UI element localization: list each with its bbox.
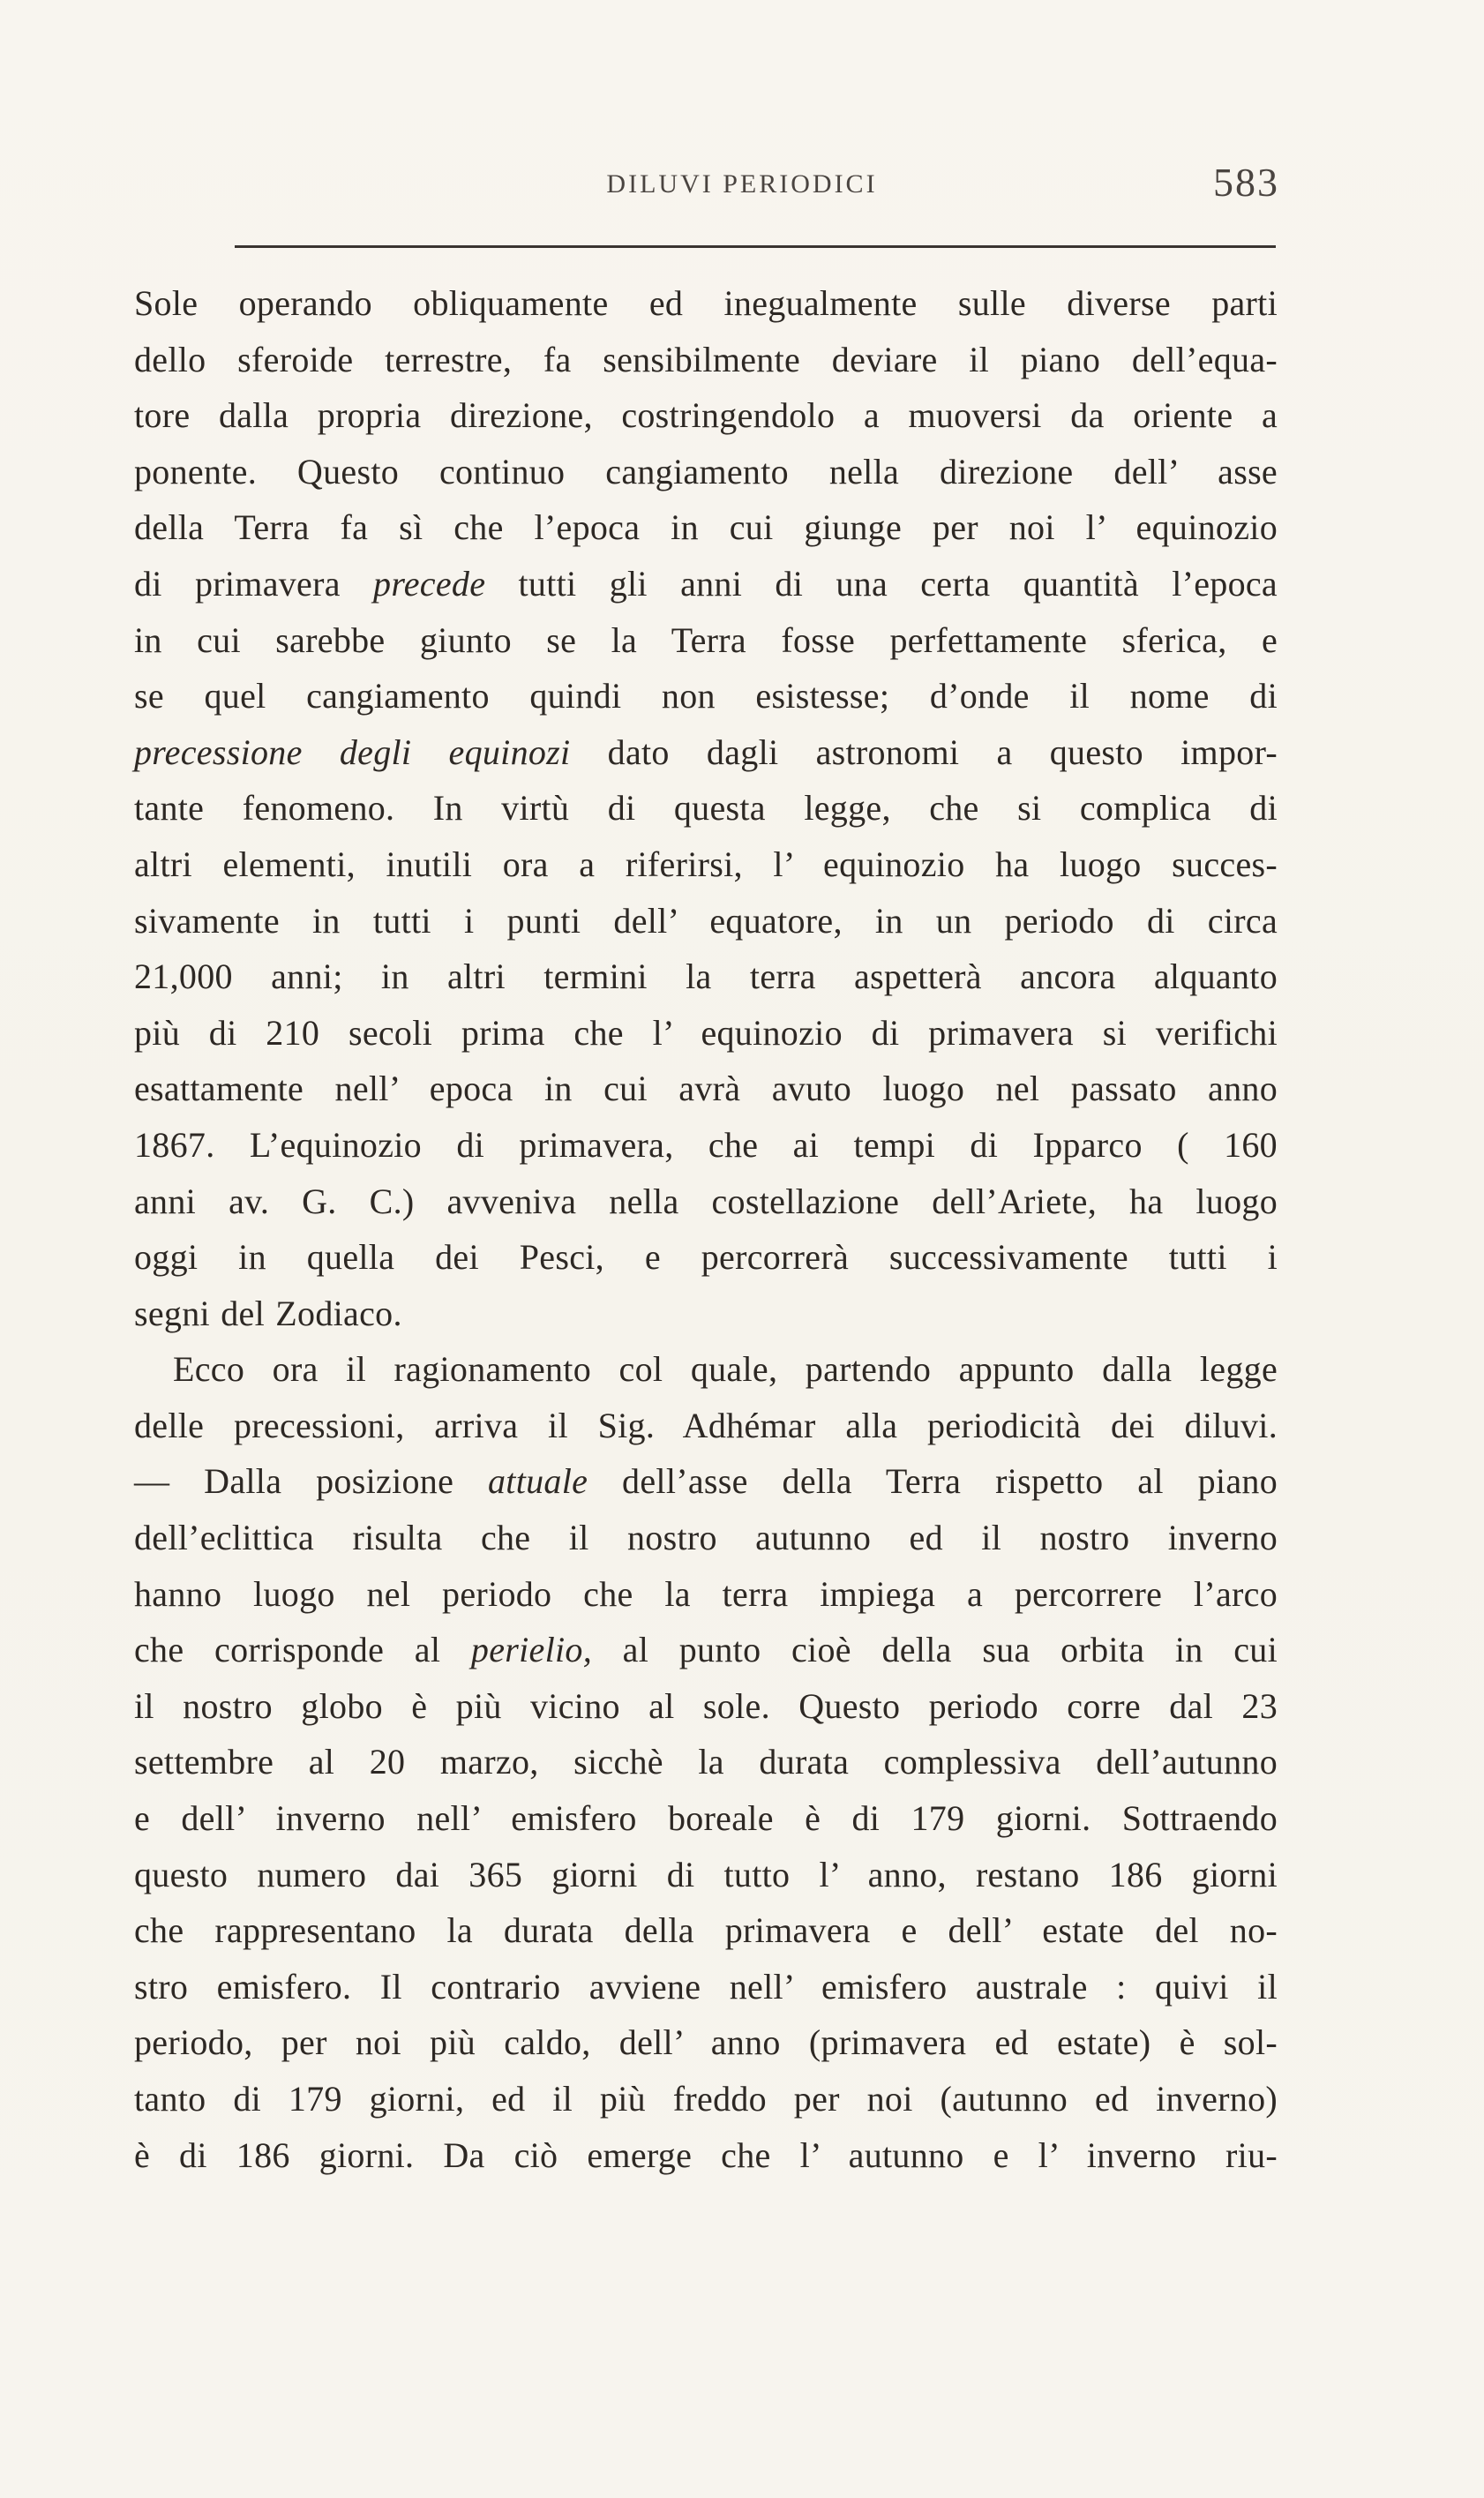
running-title: DILUVI PERIODICI [606,169,878,199]
text-line: di primavera precede tutti gli anni di una certa quantità l’epoca [134,563,1278,604]
italic-term: attuale [488,1461,588,1502]
text-line: se quel cangiamento quindi non esistesse; d’onde il nome di [134,676,1278,716]
text-line: ponente. Questo continuo cangiamento nella direzione dell’ asse [134,451,1278,491]
text-line: dello sferoide terrestre, fa sensibilmente deviare il piano dell’equa- [134,339,1278,379]
text-line: oggi in quella dei Pesci, e percorrerà successivamente tutti i [134,1237,1278,1278]
text-line: 21,000 anni; in altri termini la terra aspetterà ancora alquanto [134,956,1278,997]
text-line: più di 210 secoli prima che l’ equinozio di primavera si verifichi [134,1012,1278,1053]
text-line: anni av. G. C.) avveniva nella costellazione dell’Ariete, ha luogo [134,1181,1278,1221]
text-line: questo numero dai 365 giorni di tutto l’ anno, restano 186 giorni [134,1854,1278,1894]
text-line: Sole operando obliquamente ed inegualmente sulle diverse parti [134,283,1278,323]
text-line: precessione degli equinozi dato dagli astronomi a questo impor- [134,731,1278,772]
text-line: che corrisponde al perielio, al punto cioè della sua orbita in cui [134,1630,1278,1670]
text-line: settembre al 20 marzo, sicchè la durata complessiva dell’autunno [134,1742,1278,1782]
italic-term: perielio, [470,1630,593,1670]
text-line: sivamente in tutti i punti dell’ equatore, in un periodo di circa [134,900,1278,941]
text-line: il nostro globo è più vicino al sole. Questo periodo corre dal 23 [134,1685,1278,1726]
text-line: è di 186 giorni. Da ciò emerge che l’ autunno e l’ inverno riu- [134,2134,1278,2175]
text-line: che rappresentano la durata della primavera e dell’ estate del no- [134,1910,1278,1951]
text-line: e dell’ inverno nell’ emisfero boreale è di 179 giorni. Sottraendo [134,1798,1278,1839]
text-line: tanto di 179 giorni, ed il più freddo per noi (autunno ed inverno) [134,2079,1278,2119]
text-line: segni del Zodiaco. [134,1293,402,1333]
text-line: hanno luogo nel periodo che la terra impiega a percorrere l’arco [134,1573,1278,1614]
text-line: dell’eclittica risulta che il nostro autunno ed il nostro inverno [134,1518,1278,1558]
text-line: tante fenomeno. In virtù di questa legge, che si complica di [134,788,1278,829]
header-rule [235,245,1276,248]
text-line: della Terra fa sì che l’epoca in cui giunge per noi l’ equinozio [134,507,1278,548]
text-line: Ecco ora il ragionamento col quale, partendo appunto dalla legge [173,1349,1278,1390]
page-number: 583 [1213,160,1279,205]
text-line: in cui sarebbe giunto se la Terra fosse perfettamente sferica, e [134,619,1278,660]
text-line: esattamente nell’ epoca in cui avrà avuto luogo nel passato anno [134,1069,1278,1109]
text-line: tore dalla propria direzione, costringendolo a muoversi da oriente a [134,395,1278,436]
text-line: altri elementi, inutili ora a riferirsi, l’ equinozio ha luogo succes- [134,844,1278,884]
text-line: delle precessioni, arriva il Sig. Adhémar alla periodicità dei diluvi. [134,1405,1278,1445]
text-line: periodo, per noi più caldo, dell’ anno (primavera ed estate) è sol- [134,2022,1278,2063]
text-line: 1867. L’equinozio di primavera, che ai tempi di Ipparco ( 160 [134,1124,1278,1165]
running-head [0,160,1484,219]
italic-term: precessione degli equinozi [134,731,571,772]
body-text [134,275,1278,2183]
text-line: stro emisfero. Il contrario avviene nell’ emisfero australe : quivi il [134,1966,1278,2007]
italic-term: precede [373,563,486,604]
text-line: — Dalla posizione attuale dell’asse della Terra rispetto al piano [134,1461,1278,1502]
